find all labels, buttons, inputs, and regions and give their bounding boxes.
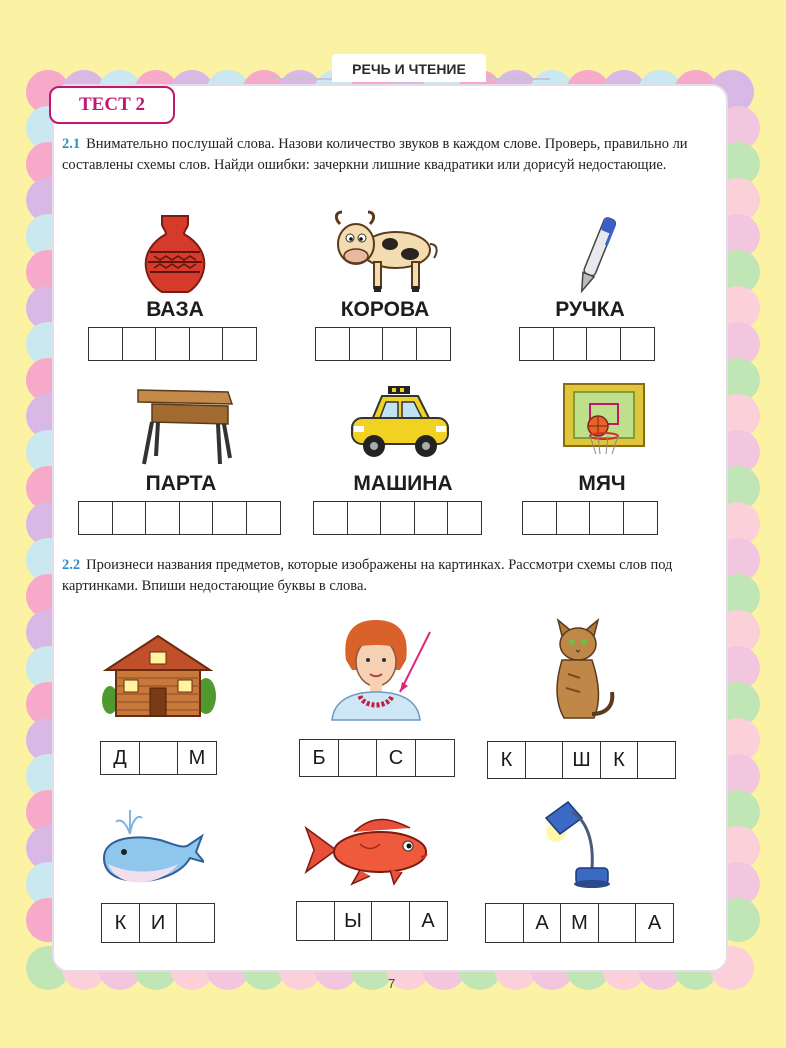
word-ball: МЯЧ: [578, 472, 626, 495]
task-number: 2.2: [62, 557, 81, 573]
word-scheme-lamp: [485, 903, 674, 943]
word-scheme-fish: [296, 901, 448, 941]
word-scheme-beads: [299, 739, 455, 777]
word-car: МАШИНА: [353, 472, 453, 495]
letter-cell[interactable]: [338, 739, 378, 777]
letter-cell[interactable]: К: [101, 903, 140, 943]
letter-cell[interactable]: [176, 903, 215, 943]
sound-cell[interactable]: [589, 501, 624, 535]
sound-cell[interactable]: [112, 501, 147, 535]
letter-cell[interactable]: С: [376, 739, 416, 777]
sound-cell[interactable]: [78, 501, 113, 535]
sound-cell[interactable]: [620, 327, 655, 361]
letter-cell[interactable]: А: [523, 903, 562, 943]
letter-cell[interactable]: М: [560, 903, 599, 943]
letter-cell[interactable]: [598, 903, 637, 943]
letter-cell[interactable]: Ы: [334, 901, 373, 941]
sound-cell[interactable]: [349, 327, 384, 361]
girl-beads-icon: [326, 616, 434, 722]
letter-cell[interactable]: А: [635, 903, 674, 943]
car-icon: [348, 384, 452, 464]
letter-cell[interactable]: Д: [100, 741, 140, 775]
sound-cell[interactable]: [556, 501, 591, 535]
letter-cell[interactable]: К: [487, 741, 526, 779]
letter-cell[interactable]: Б: [299, 739, 339, 777]
sound-cell[interactable]: [145, 501, 180, 535]
sound-cell[interactable]: [414, 501, 449, 535]
letter-cell[interactable]: М: [177, 741, 217, 775]
word-scheme-whale: [101, 903, 215, 943]
page-number: 7: [388, 976, 396, 991]
sound-scheme-car: [313, 501, 482, 535]
section-header: РЕЧЬ И ЧТЕНИЕ: [332, 54, 486, 82]
letter-cell[interactable]: [296, 901, 335, 941]
pen-icon: [574, 214, 618, 298]
word-desk: ПАРТА: [145, 472, 217, 495]
sound-cell[interactable]: [586, 327, 621, 361]
letter-cell[interactable]: К: [600, 741, 639, 779]
sound-cell[interactable]: [222, 327, 257, 361]
sound-cell[interactable]: [212, 501, 247, 535]
sound-cell[interactable]: [313, 501, 348, 535]
test-title: ТЕСТ 2: [49, 86, 175, 124]
ball-icon: [562, 382, 646, 468]
desk-icon: [132, 382, 236, 468]
sound-cell[interactable]: [382, 327, 417, 361]
sound-cell[interactable]: [88, 327, 123, 361]
letter-cell[interactable]: [371, 901, 410, 941]
cow-icon: [330, 210, 442, 296]
letter-cell[interactable]: [139, 741, 179, 775]
sound-cell[interactable]: [347, 501, 382, 535]
letter-cell[interactable]: А: [409, 901, 448, 941]
word-vase: ВАЗА: [146, 298, 204, 321]
task-2-2-instructions: [62, 555, 712, 597]
word-cow: КОРОВА: [340, 298, 430, 321]
letter-cell[interactable]: [415, 739, 455, 777]
sound-cell[interactable]: [553, 327, 588, 361]
sound-scheme-cow: [315, 327, 451, 361]
letter-cell[interactable]: [525, 741, 564, 779]
sound-cell[interactable]: [122, 327, 157, 361]
house-icon: [102, 632, 216, 720]
task-number: 2.1: [62, 136, 81, 152]
task-2-1-instructions: [62, 134, 712, 176]
sound-cell[interactable]: [246, 501, 281, 535]
whale-icon: [100, 808, 204, 888]
sound-cell[interactable]: [380, 501, 415, 535]
sound-scheme-vase: [88, 327, 257, 361]
sound-cell[interactable]: [179, 501, 214, 535]
sound-cell[interactable]: [623, 501, 658, 535]
sound-cell[interactable]: [155, 327, 190, 361]
sound-scheme-pen: [519, 327, 655, 361]
sound-scheme-desk: [78, 501, 281, 535]
letter-cell[interactable]: [485, 903, 524, 943]
sound-cell[interactable]: [315, 327, 350, 361]
sound-cell[interactable]: [519, 327, 554, 361]
task-text: Произнеси названия предметов, которые изображены на картинках. Рассмотри схемы слов под картинками. Впиши недостающие буквы в слова.: [62, 557, 673, 594]
lamp-icon: [540, 798, 612, 890]
letter-cell[interactable]: И: [139, 903, 178, 943]
cat-icon: [548, 618, 616, 722]
sound-cell[interactable]: [189, 327, 224, 361]
sound-scheme-ball: [522, 501, 658, 535]
sound-cell[interactable]: [522, 501, 557, 535]
word-scheme-cat: [487, 741, 676, 779]
sound-cell[interactable]: [447, 501, 482, 535]
letter-cell[interactable]: [637, 741, 676, 779]
vase-icon: [140, 212, 210, 296]
fish-icon: [300, 814, 432, 886]
letter-cell[interactable]: Ш: [562, 741, 601, 779]
word-pen: РУЧКА: [555, 298, 625, 321]
word-scheme-house: [100, 741, 217, 775]
task-text: Внимательно послушай слова. Назови количество звуков в каждом слове. Проверь, правильно ли составлены схемы слов. Найди ошибки: зачеркни лишние квадратики или дорисуй недостающие.: [62, 136, 688, 173]
sound-cell[interactable]: [416, 327, 451, 361]
